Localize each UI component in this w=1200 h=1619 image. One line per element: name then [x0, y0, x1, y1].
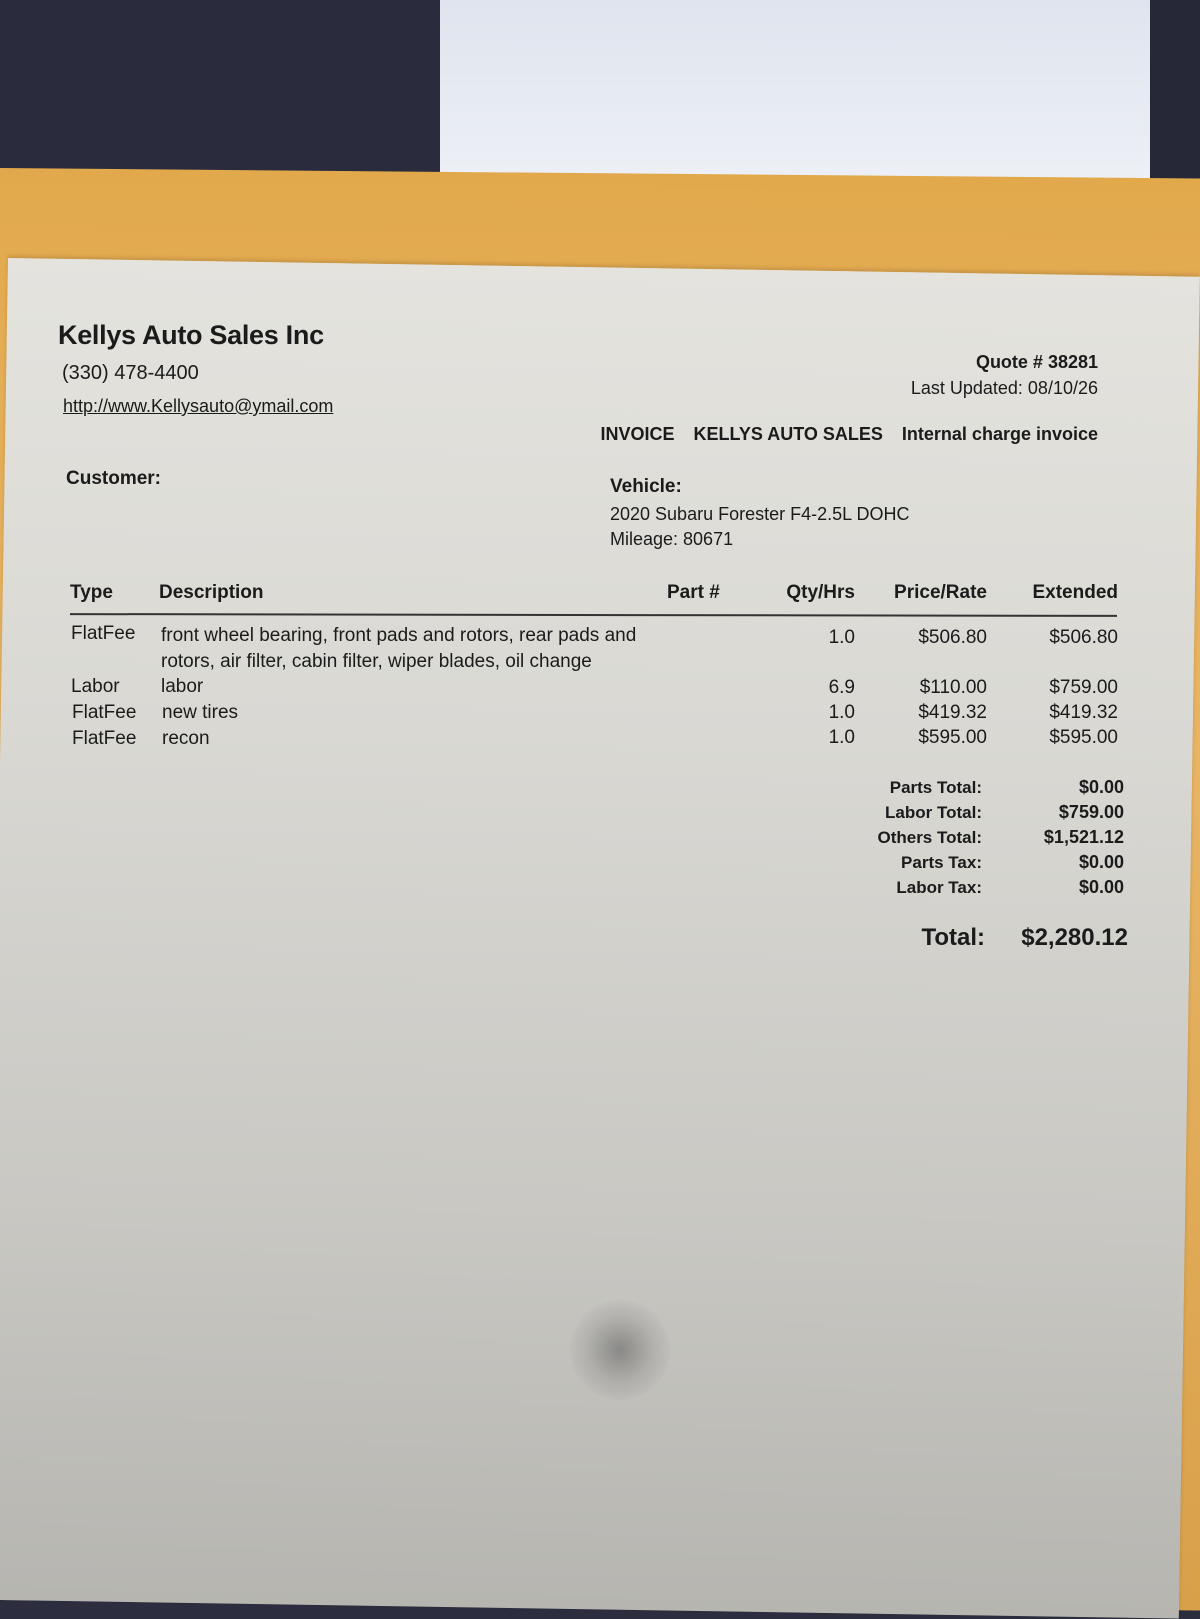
- row-3-type: FlatFee: [72, 702, 137, 723]
- parts-total-label: Parts Total:: [889, 778, 982, 797]
- labor-tax-label: Labor Tax:: [896, 878, 982, 897]
- quote-number: Quote # 38281: [975, 352, 1098, 372]
- row-2-description: labor: [161, 676, 204, 697]
- header-part-number: Part #: [667, 582, 720, 603]
- row-2-qty: 6.9: [828, 677, 855, 698]
- row-1-qty: 1.0: [828, 627, 855, 648]
- row-4-type: FlatFee: [72, 728, 137, 749]
- company-website-link[interactable]: http://www.Kellysauto@ymail.com: [63, 396, 334, 416]
- grand-total-value: $2,280.12: [1021, 924, 1128, 951]
- row-4-qty: 1.0: [828, 727, 855, 748]
- invoice-charge-type: Internal charge invoice: [901, 424, 1098, 444]
- row-2-type: Labor: [71, 676, 120, 697]
- vehicle-mileage: Mileage: 80671: [610, 529, 734, 549]
- last-updated: Last Updated: 08/10/26: [910, 378, 1098, 398]
- vehicle-description: 2020 Subaru Forester F4-2.5L DOHC: [610, 504, 910, 524]
- row-3-price: $419.32: [918, 702, 987, 723]
- row-3-qty: 1.0: [828, 702, 855, 723]
- labor-total-value: $759.00: [1058, 802, 1124, 822]
- company-name: Kellys Auto Sales Inc: [58, 320, 324, 350]
- row-2-price: $110.00: [919, 677, 987, 698]
- row-1-extended: $506.80: [1049, 627, 1118, 648]
- labor-tax-value: $0.00: [1078, 877, 1124, 897]
- row-3-extended: $419.32: [1049, 702, 1118, 723]
- vehicle-label: Vehicle:: [610, 476, 682, 497]
- row-2-extended: $759.00: [1049, 677, 1118, 698]
- header-divider: [70, 613, 1117, 617]
- row-4-extended: $595.00: [1049, 727, 1118, 748]
- invoice-heading: [601, 424, 1099, 445]
- row-1-type: FlatFee: [71, 623, 136, 644]
- header-extended: Extended: [1032, 582, 1118, 603]
- invoice-doc-type: INVOICE: [600, 424, 675, 444]
- row-1-price: $506.80: [918, 627, 987, 648]
- row-4-description: recon: [162, 728, 210, 749]
- parts-total-value: $0.00: [1078, 777, 1124, 797]
- row-4-price: $595.00: [918, 727, 987, 748]
- parts-tax-value: $0.00: [1078, 852, 1124, 872]
- header-type: Type: [70, 582, 113, 603]
- invoice-dealer: KELLYS AUTO SALES: [693, 424, 883, 444]
- header-description: Description: [159, 582, 264, 603]
- header-qty-hrs: Qty/Hrs: [786, 582, 855, 603]
- customer-label: Customer:: [66, 468, 162, 489]
- others-total-label: Others Total:: [877, 828, 982, 847]
- row-1-description: front wheel bearing, front pads and rotors, rear pads and rotors, air filter, cabin filter, wiper blades, oil change: [161, 625, 637, 672]
- row-3-description: new tires: [162, 702, 239, 723]
- company-phone: (330) 478-4400: [62, 362, 199, 384]
- others-total-value: $1,521.12: [1043, 827, 1124, 847]
- parts-tax-label: Parts Tax:: [901, 853, 982, 872]
- grand-total-label: Total:: [921, 924, 985, 951]
- header-price-rate: Price/Rate: [894, 582, 987, 603]
- labor-total-label: Labor Total:: [885, 803, 982, 822]
